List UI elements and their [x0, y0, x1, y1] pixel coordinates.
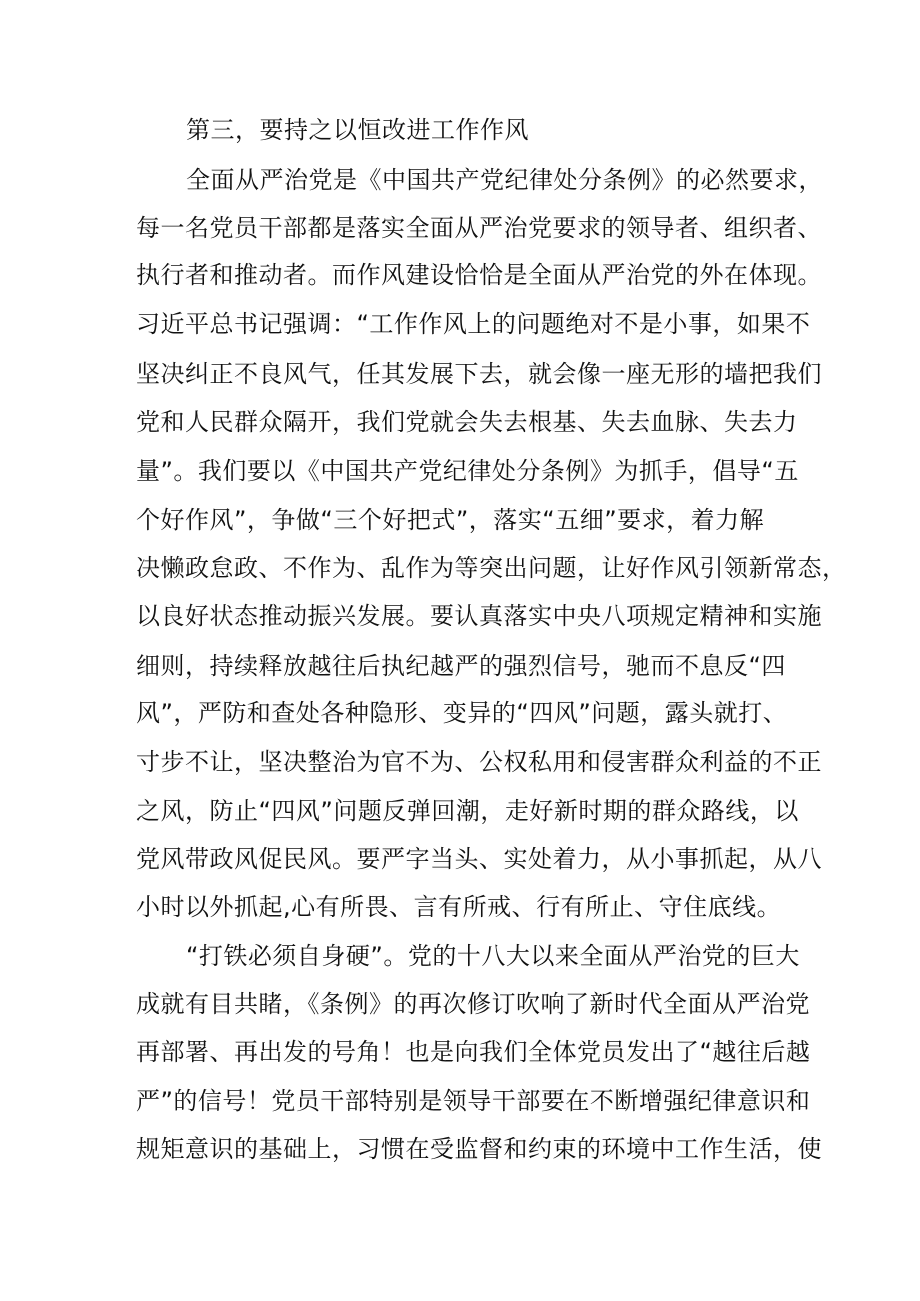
section-heading: 第三，要持之以恒改进工作作风: [186, 116, 529, 144]
paragraph-line: 量”。我们要以《中国共产党纪律处分条例》为抓手，倡导“五: [136, 457, 799, 485]
paragraph-line: 习近平总书记强调：“工作作风上的问题绝对不是小事，如果不: [136, 310, 811, 338]
paragraph-line: 个好作风”，争做“三个好把式”，落实“五细”要求，着力解: [136, 506, 765, 534]
paragraph-line: 执行者和推动者。而作风建设恰恰是全面从严治党的外在体现。: [136, 261, 822, 289]
paragraph-line: 规矩意识的基础上，习惯在受监督和约束的环境中工作生活，使: [136, 1135, 822, 1163]
paragraph-line: 坚决纠正不良风气，任其发展下去，就会像一座无形的墙把我们: [136, 360, 822, 388]
paragraph-line: “打铁必须自身硬”。党的十八大以来全面从严治党的巨大: [186, 942, 800, 970]
paragraph-line: 小时以外抓起,心有所畏、言有所戒、行有所止、守住底线。: [136, 893, 782, 921]
paragraph-line: 寸步不让，坚决整治为官不为、公权私用和侵害群众利益的不正: [136, 748, 822, 776]
paragraph-line: 决懒政怠政、不作为、乱作为等突出问题，让好作风引领新常态，: [136, 554, 847, 582]
paragraph-line: 细则，持续释放越往后执纪越严的强烈信号，驰而不息反“四: [136, 652, 786, 680]
paragraph-line: 成就有目共睹，《条例》的再次修订吹响了新时代全面从严治党: [136, 990, 810, 1018]
paragraph-line: 每一名党员干部都是落实全面从严治党要求的领导者、组织者、: [136, 214, 822, 242]
paragraph-line: 全面从严治党是《中国共产党纪律处分条例》的必然要求，: [186, 166, 823, 194]
paragraph-line: 党和人民群众隔开，我们党就会失去根基、失去血脉、失去力: [136, 408, 798, 436]
paragraph-line: 党风带政风促民风。要严字当头、实处着力，从小事抓起，从八: [136, 845, 822, 873]
paragraph-line: 再部署、再出发的号角！也是向我们全体党员发出了“越往后越: [136, 1038, 811, 1066]
paragraph-line: 严”的信号！党员干部特别是领导干部要在不断增强纪律意识和: [136, 1087, 811, 1115]
paragraph-line: 之风，防止“四风”问题反弹回潮，走好新时期的群众路线，以: [136, 797, 799, 825]
paragraph-line: 以良好状态推动振兴发展。要认真落实中央八项规定精神和实施: [136, 602, 822, 630]
paragraph-line: 风”，严防和查处各种隐形、变异的“四风”问题，露头就打、: [136, 699, 788, 727]
